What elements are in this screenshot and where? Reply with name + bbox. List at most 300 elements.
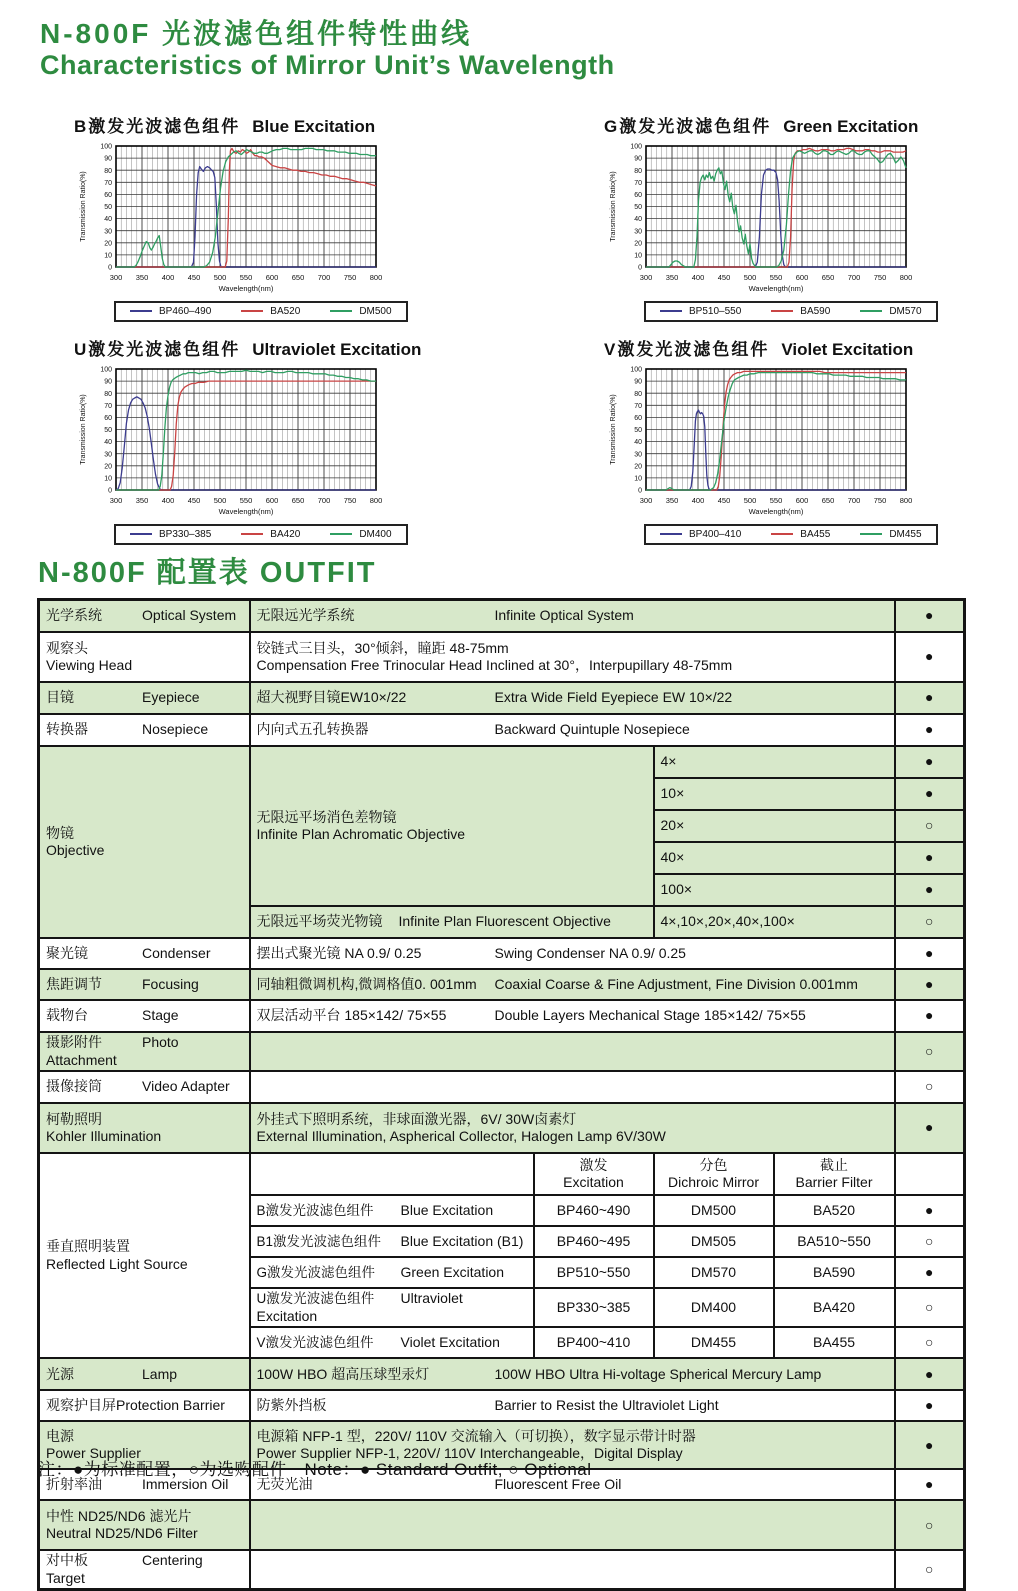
- svg-text:500: 500: [743, 273, 757, 282]
- svg-text:Transmission Ratio(%): Transmission Ratio(%): [610, 171, 617, 242]
- svg-text:10: 10: [104, 252, 112, 260]
- row-desc: [250, 600, 895, 633]
- svg-text:550: 550: [769, 496, 783, 505]
- svg-text:650: 650: [291, 496, 305, 505]
- row-lamp: [39, 1358, 965, 1390]
- row-desc: [250, 938, 895, 969]
- standard-mark: ●: [895, 1421, 965, 1469]
- blue-excitation-chart: [76, 139, 416, 299]
- subheader-barrier-filter: 截止 Barrier Filter: [774, 1153, 895, 1195]
- chart-title-zh: U激发光波滤色组件: [74, 340, 241, 359]
- legend-line-swatch: [860, 533, 882, 535]
- label-zh: 光源: [46, 1365, 74, 1382]
- standard-mark: ●: [895, 714, 965, 746]
- row-desc: [250, 1500, 895, 1550]
- chart-title-en: Ultraviolet Excitation: [252, 340, 422, 359]
- standard-mark: ●: [895, 842, 965, 874]
- legend-label: BP400–410: [689, 528, 742, 540]
- row-kohler-illumination: [39, 1103, 965, 1153]
- svg-text:550: 550: [769, 273, 783, 282]
- label-en: Nosepiece: [142, 721, 209, 738]
- label-zh: 转换器: [46, 721, 88, 738]
- svg-text:60: 60: [634, 415, 642, 422]
- chart-title-en: Green Excitation: [783, 117, 919, 136]
- footnote: 注：●为标准配置，○为选购配件 Note：● Standard Outfit, ○ Optional: [38, 1460, 592, 1479]
- svg-text:350: 350: [665, 273, 679, 282]
- optional-mark: ○: [895, 1327, 965, 1358]
- filter-name: G激发光波滤色组件 Green Excitation: [250, 1257, 534, 1288]
- row-label: [39, 1071, 250, 1103]
- standard-mark: ●: [895, 1195, 965, 1226]
- svg-text:350: 350: [135, 496, 149, 505]
- row-label: [39, 938, 250, 969]
- row-nd-filter: [39, 1500, 965, 1550]
- filter-dichroic: DM455: [654, 1327, 774, 1358]
- filter-barrier: BA520: [774, 1195, 895, 1226]
- svg-text:650: 650: [291, 273, 305, 282]
- label-en: Focusing: [142, 975, 199, 992]
- legend-item: [860, 306, 921, 317]
- standard-mark: ●: [895, 938, 965, 969]
- svg-text:0: 0: [108, 264, 112, 272]
- svg-text:800: 800: [369, 273, 383, 282]
- label-zh: 柯勒照明: [46, 1110, 102, 1127]
- svg-text:800: 800: [369, 496, 383, 505]
- desc-en: 100W HBO Ultra Hi-voltage Spherical Mercury Lamp: [494, 1365, 822, 1382]
- row-label: [39, 969, 250, 1000]
- optional-mark: ○: [895, 1226, 965, 1257]
- row-desc: [250, 1032, 895, 1071]
- svg-text:400: 400: [691, 496, 705, 505]
- desc-zh: 铰链式三目头，30°倾斜，瞳距 48-75mm: [256, 639, 509, 656]
- magnification: 40×: [654, 842, 895, 874]
- legend-line-swatch: [241, 533, 263, 535]
- desc-en: Power Supplier NFP-1, 220V/ 110V Interchangeable，Digital Display: [256, 1445, 683, 1462]
- magnification: 20×: [654, 810, 895, 842]
- row-label: [39, 1550, 250, 1590]
- filter-name: B1激发光波滤色组件 Blue Excitation (B1): [250, 1226, 534, 1257]
- label-en: Condenser: [142, 944, 211, 961]
- label-zh: 目镜: [46, 689, 74, 706]
- desc-en: Barrier to Resist the Ultraviolet Light: [494, 1397, 719, 1414]
- row-desc: [250, 682, 895, 714]
- svg-text:600: 600: [265, 273, 279, 282]
- subheader-blank: [250, 1153, 534, 1195]
- desc-zh: 无荧光油: [256, 1476, 313, 1493]
- row-nosepiece: [39, 714, 965, 746]
- row-photo-attachment: [39, 1032, 965, 1071]
- desc-en: Infinite Plan Fluorescent Objective: [398, 913, 611, 930]
- filter-dichroic: DM570: [654, 1257, 774, 1288]
- legend-line-swatch: [860, 310, 882, 312]
- svg-text:40: 40: [634, 216, 642, 224]
- row-label: [39, 1000, 250, 1032]
- svg-text:400: 400: [161, 273, 175, 282]
- filter-barrier: BA455: [774, 1327, 895, 1358]
- subheader-excitation: 激发 Excitation: [534, 1153, 654, 1195]
- legend-label: DM570: [889, 305, 922, 317]
- row-label: [39, 1103, 250, 1153]
- row-label-reflected: [39, 1153, 250, 1358]
- label-zh: 摄影附件: [46, 1034, 102, 1050]
- label-zh: 载物台: [46, 1007, 88, 1024]
- svg-text:10: 10: [634, 252, 642, 260]
- desc-en: Infinite Plan Achromatic Objective: [256, 826, 466, 842]
- desc-en: Swing Condenser NA 0.9/ 0.25: [494, 944, 686, 961]
- svg-text:80: 80: [634, 390, 642, 398]
- desc-en: Coaxial Coarse & Fine Adjustment, Fine Division 0.001mm: [494, 975, 858, 992]
- filter-name: B激发光波滤色组件 Blue Excitation: [250, 1195, 534, 1226]
- label-en: Objective: [46, 842, 105, 858]
- svg-text:40: 40: [104, 439, 112, 447]
- svg-text:90: 90: [634, 378, 642, 386]
- svg-text:700: 700: [317, 273, 331, 282]
- standard-mark: ●: [895, 1469, 965, 1500]
- row-desc: [250, 714, 895, 746]
- standard-mark: ●: [895, 600, 965, 633]
- legend-line-swatch: [660, 533, 682, 535]
- row-label: [39, 1032, 250, 1071]
- filter-dichroic: DM400: [654, 1288, 774, 1327]
- chart-legend: [644, 301, 938, 322]
- outfit-table: [37, 598, 966, 1591]
- svg-text:10: 10: [104, 475, 112, 483]
- svg-text:750: 750: [873, 273, 887, 282]
- magnification: 10×: [654, 778, 895, 810]
- row-condenser: [39, 938, 965, 969]
- row-desc: [250, 969, 895, 1000]
- label-zh: 折射率油: [46, 1476, 102, 1493]
- row-label: [39, 714, 250, 746]
- desc-zh: 同轴粗微调机构,微调格值0. 001mm: [256, 975, 477, 992]
- svg-text:600: 600: [795, 273, 809, 282]
- svg-text:750: 750: [343, 273, 357, 282]
- row-label: [39, 1390, 250, 1421]
- label-en: Viewing Head: [46, 657, 133, 673]
- svg-text:450: 450: [187, 273, 201, 282]
- label-zh: 观察护目屏: [46, 1397, 116, 1414]
- svg-text:800: 800: [899, 496, 913, 505]
- magnification: 100×: [654, 874, 895, 906]
- desc-zh: 双层活动平台 185×142/ 75×55: [256, 1007, 447, 1024]
- standard-mark: ●: [895, 1390, 965, 1421]
- chart-block-blue-excitation: [58, 112, 488, 322]
- svg-text:300: 300: [639, 496, 653, 505]
- filter-barrier: BA420: [774, 1288, 895, 1327]
- desc-zh: 外挂式下照明系统，非球面激光器，6V/ 30W卤素灯: [256, 1110, 577, 1127]
- svg-text:Transmission Ratio(%): Transmission Ratio(%): [610, 394, 617, 465]
- svg-text:50: 50: [104, 427, 112, 435]
- optional-mark: ○: [895, 906, 965, 938]
- filter-excitation: BP400~410: [534, 1327, 654, 1358]
- desc-zh: 内向式五孔转换器: [256, 721, 369, 738]
- legend-line-swatch: [241, 310, 263, 312]
- label-zh: 焦距调节: [46, 975, 102, 992]
- desc-zh: 摆出式聚光镜 NA 0.9/ 0.25: [256, 944, 422, 961]
- standard-mark: ●: [895, 1257, 965, 1288]
- label-zh: 观察头: [46, 639, 88, 656]
- svg-text:750: 750: [873, 496, 887, 505]
- optional-mark: ○: [895, 810, 965, 842]
- svg-text:Wavelength(nm): Wavelength(nm): [748, 507, 804, 516]
- label-zh: 光学系统: [46, 607, 102, 624]
- svg-text:10: 10: [634, 475, 642, 483]
- label-en: Power Supplier: [46, 1445, 141, 1462]
- svg-text:30: 30: [104, 228, 112, 236]
- desc-zh: 超大视野目镜EW10×/22: [256, 689, 407, 706]
- row-desc: [250, 1000, 895, 1032]
- svg-text:Wavelength(nm): Wavelength(nm): [748, 284, 804, 293]
- filter-name: V激发光波滤色组件 Violet Excitation: [250, 1327, 534, 1358]
- chart-title-zh: V激发光波滤色组件: [604, 340, 770, 359]
- legend-label: BA455: [800, 528, 831, 540]
- desc-zh: 电源箱 NFP-1 型，220V/ 110V 交流输入（可切换），数字显示带计时器: [256, 1427, 696, 1444]
- svg-text:750: 750: [343, 496, 357, 505]
- svg-text:40: 40: [634, 439, 642, 447]
- svg-text:0: 0: [638, 264, 642, 272]
- legend-label: BA420: [270, 528, 301, 540]
- label-zh: 垂直照明装置: [46, 1238, 130, 1255]
- row-centering-target: [39, 1550, 965, 1590]
- label-zh: 聚光镜: [46, 944, 88, 961]
- svg-text:30: 30: [634, 228, 642, 236]
- row-desc: [250, 1071, 895, 1103]
- row-label: [39, 600, 250, 633]
- standard-mark: ●: [895, 632, 965, 682]
- svg-text:500: 500: [213, 273, 227, 282]
- svg-text:70: 70: [634, 179, 642, 187]
- svg-text:20: 20: [104, 463, 112, 471]
- label-en: Lamp: [142, 1365, 178, 1382]
- chart-title-zh: G激发光波滤色组件: [604, 117, 772, 136]
- svg-text:550: 550: [239, 496, 253, 505]
- svg-text:70: 70: [634, 402, 642, 410]
- chart-title-zh: B激发光波滤色组件: [74, 117, 241, 136]
- legend-line-swatch: [130, 310, 152, 312]
- svg-text:300: 300: [109, 273, 123, 282]
- chart-title-en: Blue Excitation: [252, 117, 376, 136]
- label-en: Reflected Light Source: [46, 1255, 188, 1272]
- main-title-en: Characteristics of Mirror Unit’s Wavelength: [40, 50, 615, 81]
- outfit-title: N-800F 配置表 OUTFIT: [38, 557, 377, 589]
- svg-text:350: 350: [135, 273, 149, 282]
- standard-mark: ●: [895, 778, 965, 810]
- svg-text:350: 350: [665, 496, 679, 505]
- svg-text:300: 300: [639, 273, 653, 282]
- svg-text:30: 30: [634, 451, 642, 459]
- legend-item: [660, 529, 741, 540]
- svg-text:100: 100: [100, 366, 112, 374]
- svg-text:0: 0: [108, 487, 112, 495]
- chart-legend: [644, 524, 938, 545]
- svg-text:80: 80: [104, 390, 112, 398]
- legend-line-swatch: [330, 533, 352, 535]
- filter-excitation: BP510~550: [534, 1257, 654, 1288]
- subheader-dichroic-mirror: 分色 Dichroic Mirror: [654, 1153, 774, 1195]
- svg-text:Wavelength(nm): Wavelength(nm): [218, 507, 274, 516]
- svg-text:70: 70: [104, 179, 112, 187]
- filter-excitation: BP460~495: [534, 1226, 654, 1257]
- label-en: Eyepiece: [142, 689, 200, 706]
- legend-label: BP460–490: [159, 305, 212, 317]
- row-focusing: [39, 969, 965, 1000]
- svg-text:600: 600: [795, 496, 809, 505]
- svg-text:650: 650: [821, 496, 835, 505]
- desc-en: Backward Quintuple Nosepiece: [494, 721, 690, 738]
- row-label: [39, 632, 250, 682]
- chart-title: [74, 335, 488, 360]
- label-en: Optical System: [142, 607, 237, 624]
- svg-text:90: 90: [634, 155, 642, 163]
- row-label: [39, 1500, 250, 1550]
- svg-text:500: 500: [743, 496, 757, 505]
- svg-text:450: 450: [717, 496, 731, 505]
- svg-text:450: 450: [717, 273, 731, 282]
- row-stage: [39, 1000, 965, 1032]
- svg-text:600: 600: [265, 496, 279, 505]
- svg-text:60: 60: [104, 415, 112, 422]
- svg-text:90: 90: [104, 155, 112, 163]
- row-viewing-head: [39, 632, 965, 682]
- svg-text:70: 70: [104, 402, 112, 410]
- filter-barrier: BA590: [774, 1257, 895, 1288]
- row-desc: [250, 1103, 895, 1153]
- legend-item: [130, 306, 211, 317]
- svg-text:20: 20: [634, 463, 642, 471]
- svg-text:700: 700: [847, 273, 861, 282]
- label-zh: 摄像接筒: [46, 1078, 102, 1095]
- row-label-objective: [39, 746, 250, 938]
- legend-item: [771, 529, 830, 540]
- svg-text:800: 800: [899, 273, 913, 282]
- legend-item: [771, 306, 830, 317]
- filter-excitation: BP330~385: [534, 1288, 654, 1327]
- chart-title-en: Violet Excitation: [781, 340, 914, 359]
- svg-text:40: 40: [104, 216, 112, 224]
- desc-en: Extra Wide Field Eyepiece EW 10×/22: [494, 689, 733, 706]
- chart-block-violet-excitation: [588, 335, 1018, 545]
- legend-label: DM500: [359, 305, 392, 317]
- svg-text:100: 100: [630, 143, 642, 151]
- svg-text:700: 700: [847, 496, 861, 505]
- svg-text:400: 400: [161, 496, 175, 505]
- legend-item: [330, 529, 391, 540]
- desc-zh: 100W HBO 超高压球型汞灯: [256, 1365, 430, 1382]
- desc-en: External Illumination, Aspherical Collector, Halogen Lamp 6V/30W: [256, 1128, 666, 1144]
- svg-text:0: 0: [638, 487, 642, 495]
- desc-zh: 无限远平场消色差物镜: [256, 808, 397, 825]
- legend-item: [241, 529, 300, 540]
- svg-text:20: 20: [104, 240, 112, 248]
- legend-label: DM400: [359, 528, 392, 540]
- subheader-mark-blank: [895, 1153, 965, 1195]
- svg-text:30: 30: [104, 451, 112, 459]
- desc-zh: 防紫外挡板: [256, 1397, 327, 1414]
- svg-text:80: 80: [634, 167, 642, 175]
- row-desc: [250, 632, 895, 682]
- label-en: Neutral ND25/ND6 Filter: [46, 1525, 198, 1542]
- fluorescent-objective-desc: [250, 906, 654, 938]
- svg-text:400: 400: [691, 273, 705, 282]
- filter-name: U激发光波滤色组件 Ultraviolet Excitation: [250, 1288, 534, 1327]
- main-title-zh: N-800F 光波滤色组件特性曲线: [40, 18, 473, 49]
- legend-item: [660, 306, 741, 317]
- label-zh: 中性 ND25/ND6 滤光片: [46, 1507, 192, 1524]
- svg-text:Transmission Ratio(%): Transmission Ratio(%): [80, 394, 87, 465]
- standard-mark: ●: [895, 1103, 965, 1153]
- label-en: Immersion Oil: [142, 1476, 229, 1493]
- magnification: 4×: [654, 746, 895, 778]
- svg-text:60: 60: [104, 192, 112, 199]
- achromatic-objective-desc: [250, 746, 654, 906]
- legend-item: [241, 306, 300, 317]
- standard-mark: ●: [895, 874, 965, 906]
- svg-text:90: 90: [104, 378, 112, 386]
- legend-line-swatch: [660, 310, 682, 312]
- svg-text:100: 100: [100, 143, 112, 151]
- svg-text:650: 650: [821, 273, 835, 282]
- label-zh: 对中板: [46, 1552, 88, 1569]
- row-label: [39, 682, 250, 714]
- row-objective-4x: [39, 746, 965, 778]
- desc-zh: 无限远光学系统: [256, 607, 355, 624]
- label-zh: 物镜: [46, 824, 74, 841]
- standard-mark: ●: [895, 746, 965, 778]
- label-en: Centering Target: [46, 1552, 203, 1586]
- desc-en: Infinite Optical System: [494, 607, 634, 624]
- label-en: Kohler Illumination: [46, 1128, 162, 1144]
- row-desc: [250, 1390, 895, 1421]
- legend-item: [860, 529, 921, 540]
- filter-dichroic: DM505: [654, 1226, 774, 1257]
- row-desc: [250, 1550, 895, 1590]
- filter-barrier: BA510~550: [774, 1226, 895, 1257]
- row-protection-barrier: [39, 1390, 965, 1421]
- chart-title: [604, 335, 1018, 360]
- label-en: Photo Attachment: [46, 1034, 179, 1068]
- legend-line-swatch: [130, 533, 152, 535]
- optional-mark: ○: [895, 1071, 965, 1103]
- optional-mark: ○: [895, 1288, 965, 1327]
- label-en: Video Adapter: [142, 1078, 230, 1095]
- standard-mark: ●: [895, 1000, 965, 1032]
- svg-text:80: 80: [104, 167, 112, 175]
- svg-text:50: 50: [104, 204, 112, 212]
- violet-excitation-chart: [606, 362, 946, 522]
- svg-text:Transmission Ratio(%): Transmission Ratio(%): [80, 171, 87, 242]
- legend-label: BA590: [800, 305, 831, 317]
- row-label: [39, 1358, 250, 1390]
- optional-mark: ○: [895, 1032, 965, 1071]
- legend-line-swatch: [771, 533, 793, 535]
- main-title: [40, 18, 615, 81]
- chart-title: [74, 112, 488, 137]
- legend-item: [130, 529, 211, 540]
- legend-label: DM455: [889, 528, 922, 540]
- optional-mark: ○: [895, 1550, 965, 1590]
- label-zh: 电源: [46, 1427, 74, 1444]
- standard-mark: ●: [895, 969, 965, 1000]
- legend-item: [330, 306, 391, 317]
- svg-text:550: 550: [239, 273, 253, 282]
- label-en: Protection Barrier: [116, 1397, 225, 1414]
- row-optical-system: [39, 600, 965, 633]
- row-eyepiece: [39, 682, 965, 714]
- svg-text:50: 50: [634, 427, 642, 435]
- chart-title: [604, 112, 1018, 137]
- chart-block-green-excitation: [588, 112, 1018, 322]
- filter-excitation: BP460~490: [534, 1195, 654, 1226]
